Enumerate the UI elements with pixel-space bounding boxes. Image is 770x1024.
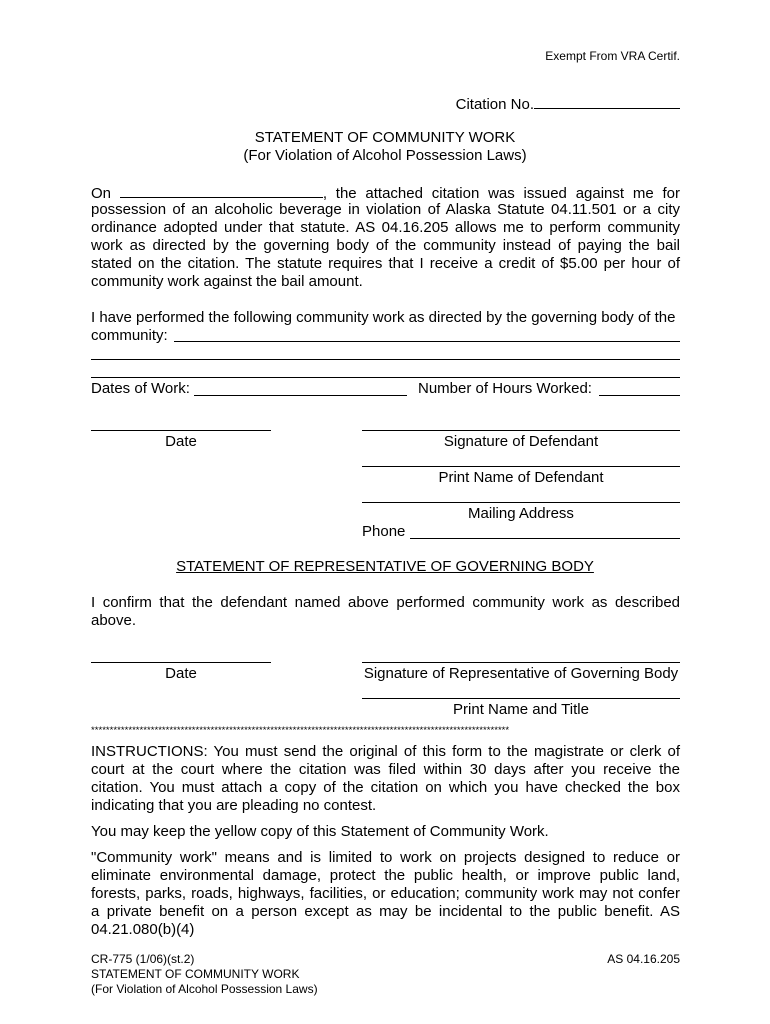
community-work-definition: "Community work" means and is limited to work on projects designed to reduce or eliminate environmental damage, protect the public health, or improve public land, forests, parks, roads, highways, facilities, or education; community work may not confer a private benefit on a person except as may be incidental to the public benefit. AS 04.21.080(b)(4) — [91, 849, 680, 938]
citation-date-input[interactable] — [120, 183, 323, 198]
defendant-mailing-address-input[interactable] — [362, 502, 680, 503]
instructions-paragraph: INSTRUCTIONS: You must send the original of this form to the magistrate or clerk of court at the court where the citation was filed within 30 days after you receive the citation. You must attach a copy of the citation on which you have checked the box indicating that you are pleading no contest. — [91, 743, 680, 814]
intro-paragraph: possession of an alcoholic beverage in violation of Alaska Statute 04.11.501 or a city ordinance adopted under that statute. AS 04.16.205 allows me to perform community work as directed by the governing body of the community instead of paying the bail stated on the citation. The statute requires that I receive a credit of $5.00 per hour of community work against the bail amount. — [91, 201, 680, 290]
intro-first-line — [91, 183, 680, 203]
intro-first-line-text: , the attached citation was issued against me for — [322, 185, 680, 202]
community-label: community: — [91, 327, 168, 344]
on-label: On — [91, 185, 112, 202]
hours-worked-label: Number of Hours Worked: — [418, 380, 592, 397]
phone-label: Phone — [362, 523, 406, 540]
citation-number-input[interactable] — [534, 94, 680, 109]
defendant-print-name-input[interactable] — [362, 466, 680, 467]
defendant-signature-input[interactable] — [362, 430, 680, 431]
defendant-print-name-label: Print Name of Defendant — [438, 469, 604, 486]
dates-of-work-input[interactable] — [194, 395, 407, 396]
representative-confirm-text: I confirm that the defendant named above performed community work as described above. — [91, 594, 680, 629]
dates-of-work-label: Dates of Work: — [91, 380, 190, 397]
defendant-mailing-address-label: Mailing Address — [468, 505, 574, 522]
footer-statute: AS 04.16.205 — [607, 952, 680, 966]
footer-subtitle: (For Violation of Alcohol Possession Laws) — [91, 982, 318, 996]
representative-signature-label: Signature of Representative of Governing Body — [363, 665, 679, 682]
community-work-input-line-1[interactable] — [174, 341, 680, 342]
footer-title: STATEMENT OF COMMUNITY WORK — [91, 967, 300, 981]
defendant-signature-label: Signature of Defendant — [443, 433, 599, 450]
representative-date-label: Date — [165, 665, 197, 682]
representative-print-name-label: Print Name and Title — [453, 701, 589, 718]
form-number: CR-775 (1/06)(st.2) — [91, 952, 195, 966]
defendant-date-input[interactable] — [91, 430, 271, 431]
exempt-note: Exempt From VRA Certif. — [545, 49, 680, 63]
page-title: STATEMENT OF COMMUNITY WORK — [254, 129, 516, 146]
phone-input[interactable] — [410, 538, 680, 539]
performed-text: I have performed the following community work as directed by the governing body of the — [91, 309, 676, 326]
yellow-copy-note: You may keep the yellow copy of this Statement of Community Work. — [91, 823, 549, 840]
representative-date-input[interactable] — [91, 662, 271, 663]
community-work-input-line-2[interactable] — [91, 359, 680, 360]
citation-number-field — [456, 94, 680, 114]
page-subtitle: (For Violation of Alcohol Possession Laws) — [243, 147, 527, 164]
representative-signature-input[interactable] — [362, 662, 680, 663]
hours-worked-input[interactable] — [599, 395, 680, 396]
citation-label: Citation No. — [455, 96, 534, 113]
asterisk-separator: **************************************************************************************************************** — [91, 725, 510, 736]
representative-print-name-input[interactable] — [362, 698, 680, 699]
defendant-date-label: Date — [165, 433, 197, 450]
representative-heading: STATEMENT OF REPRESENTATIVE OF GOVERNING BODY — [176, 558, 594, 575]
community-work-input-line-3[interactable] — [91, 377, 680, 378]
